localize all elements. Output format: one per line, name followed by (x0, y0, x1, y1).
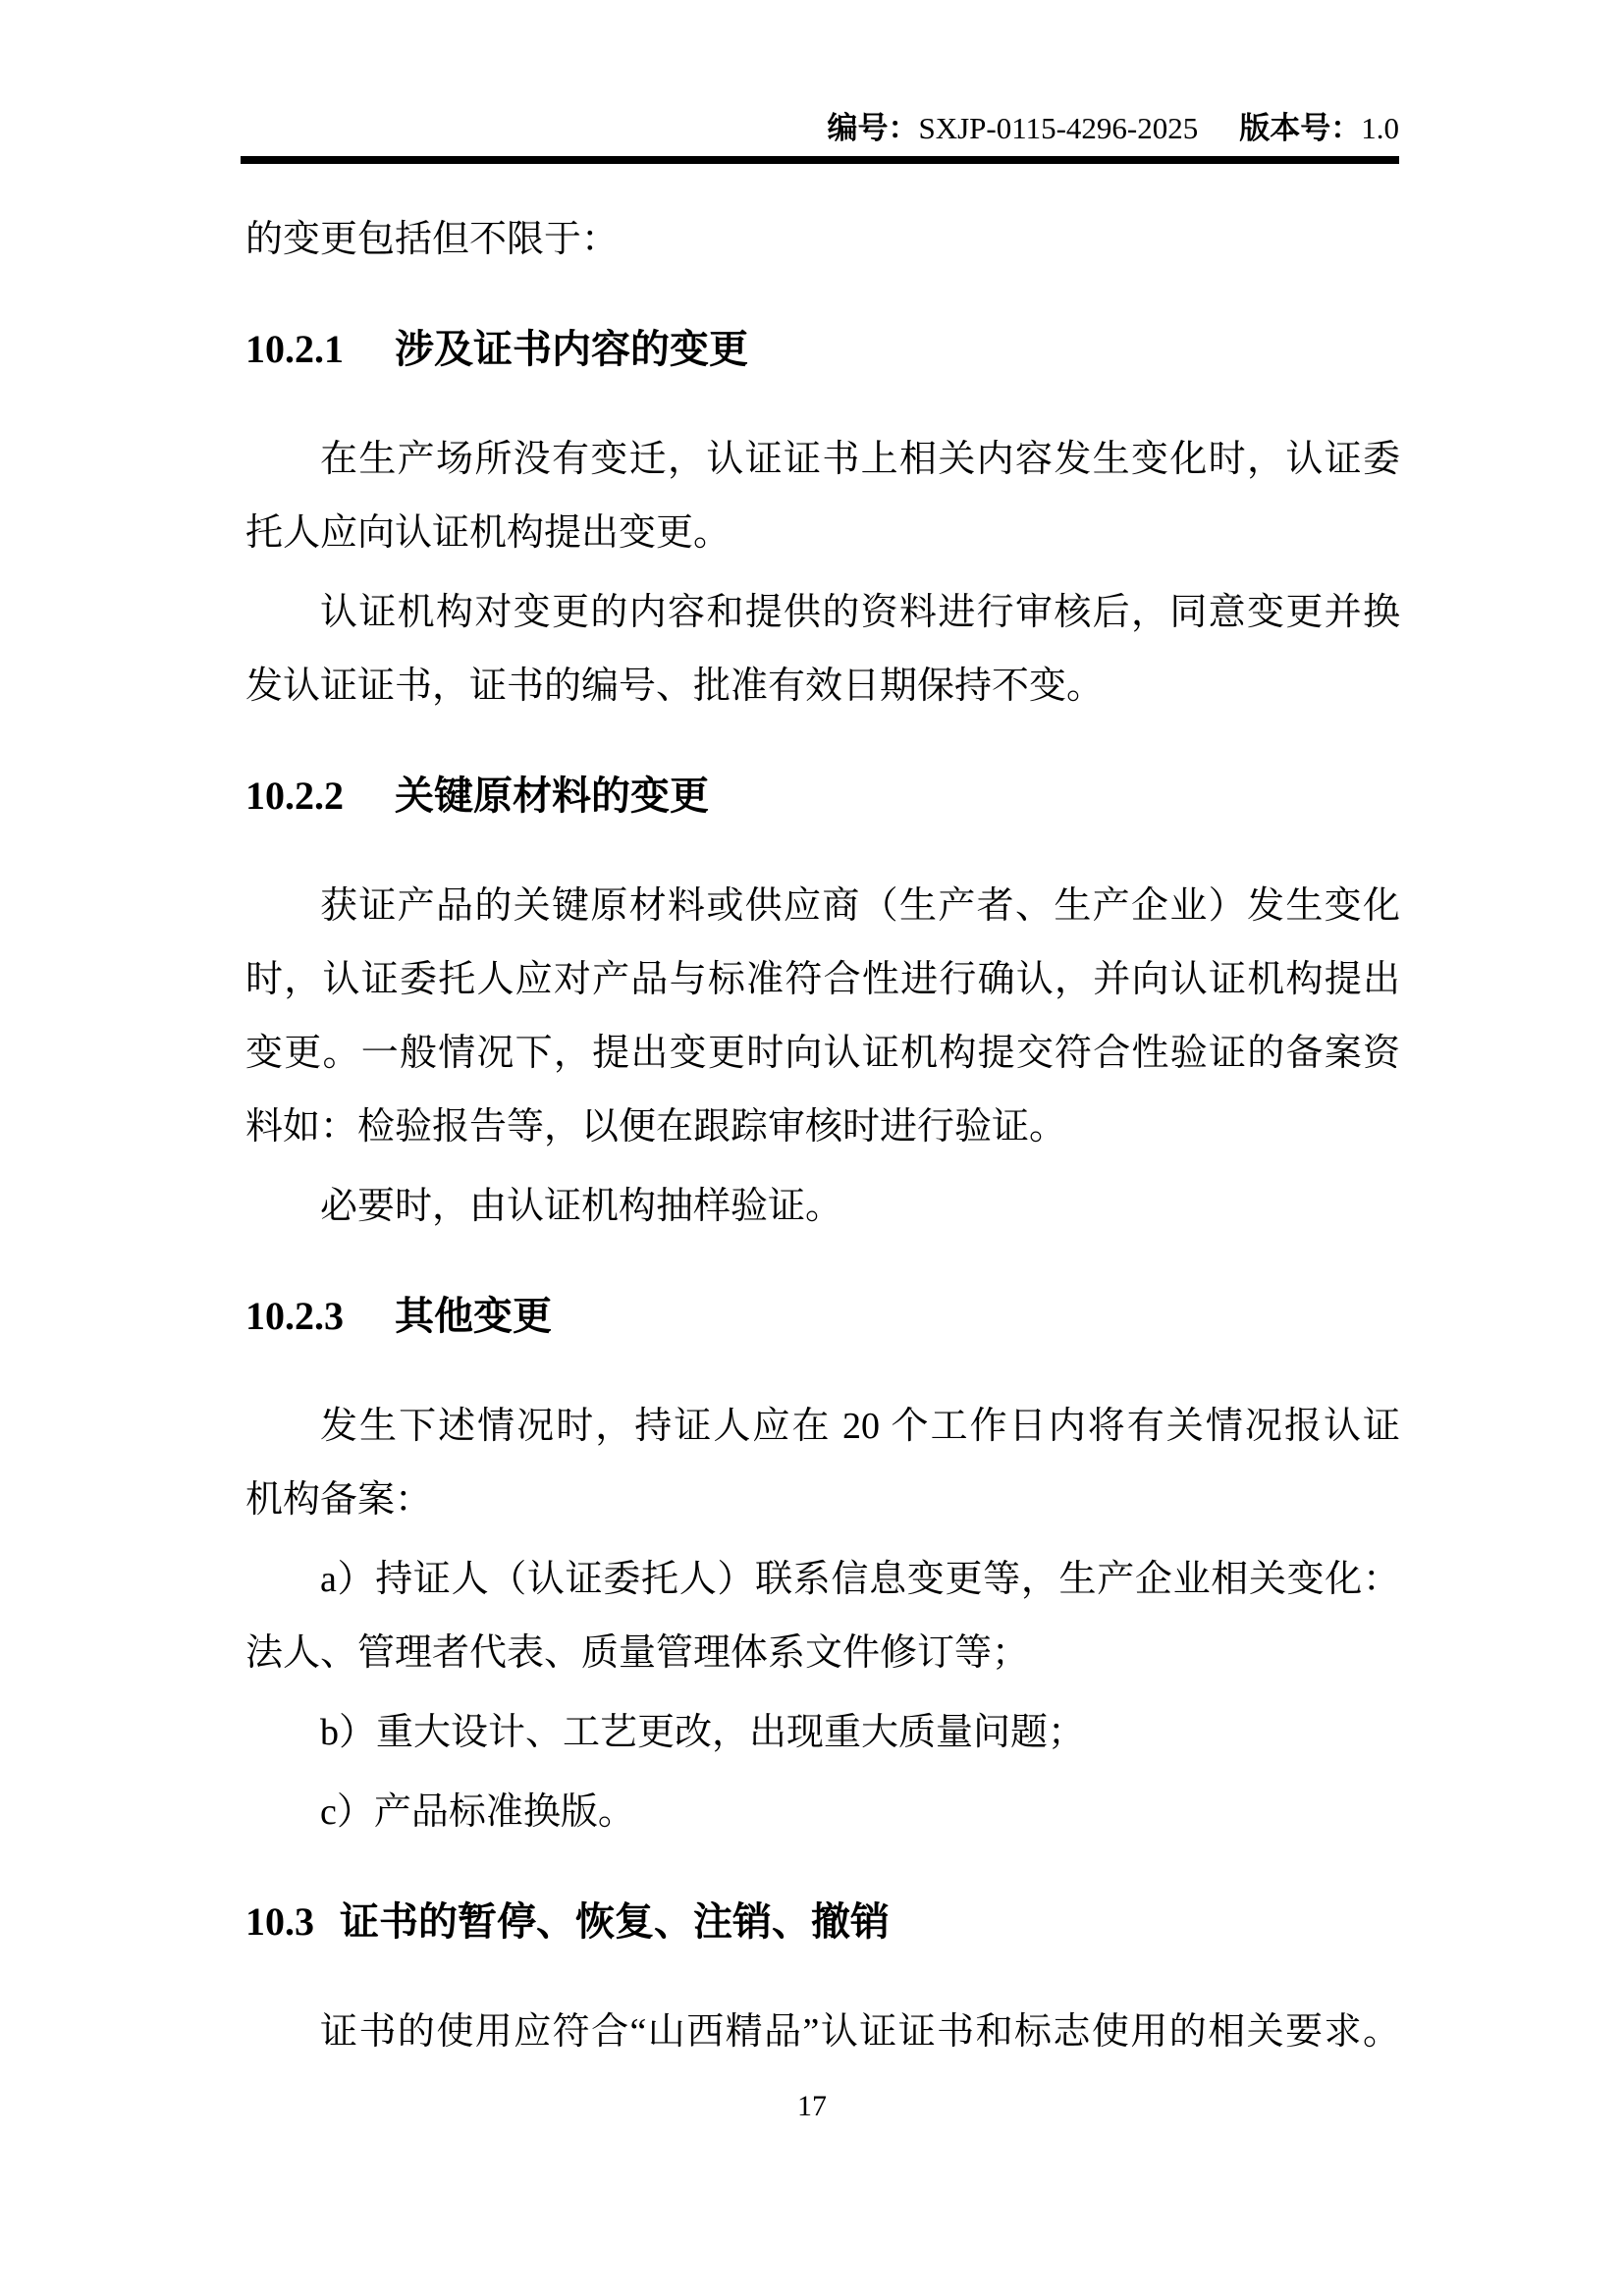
document-content (245, 203, 1400, 2069)
text-line: 发认证证书，证书的编号、批准有效日期保持不变。 (245, 666, 1105, 707)
text-line: 变更。一般情况下，提出变更时向认证机构提交符合性验证的备案资 (245, 1033, 1400, 1074)
text-line: 发生下述情况时，持证人应在 20 个工作日内将有关情况报认证 (320, 1406, 1400, 1447)
text-line: 料如：检验报告等，以便在跟踪审核时进行验证。 (245, 1106, 1067, 1148)
text-line: 机构备案： (245, 1479, 433, 1521)
list-item-a (245, 1543, 1400, 1690)
text-line: 必要时，由认证机构抽样验证。 (320, 1186, 843, 1227)
version-label: 版本号： (1239, 111, 1362, 145)
header-rule (241, 156, 1399, 164)
section-number: 10.2.1 (245, 327, 344, 371)
text-line: 在生产场所没有变迁，认证证书上相关内容发生变化时，认证委 (320, 439, 1400, 480)
page-number: 17 (797, 2090, 827, 2122)
paragraph (245, 1996, 1400, 2069)
text-line: c）产品标准换版。 (320, 1791, 635, 1833)
section-heading-10-2-2 (245, 759, 1400, 832)
paragraph (245, 1390, 1400, 1537)
text-line: 获证产品的关键原材料或供应商（生产者、生产企业）发生变化 (320, 885, 1400, 927)
paragraph (245, 576, 1400, 723)
doc-number-value: SXJP-0115-4296-2025 (918, 111, 1199, 145)
text-line: 时，认证委托人应对产品与标准符合性进行确认，并向认证机构提出 (245, 959, 1400, 1000)
section-title: 关键原材料的变更 (395, 774, 709, 818)
list-item-b (245, 1696, 1400, 1770)
section-number: 10.2.2 (245, 774, 344, 818)
text-line: a）持证人（认证委托人）联系信息变更等，生产企业相关变化： (320, 1559, 1400, 1600)
text-line: 认证机构对变更的内容和提供的资料进行审核后，同意变更并换 (320, 592, 1400, 633)
section-heading-10-2-1 (245, 312, 1400, 386)
paragraph (245, 1170, 1400, 1244)
text-line: 法人、管理者代表、质量管理体系文件修订等； (245, 1632, 1030, 1674)
list-item-c (245, 1776, 1400, 1849)
text-line: 托人应向认证机构提出变更。 (245, 512, 731, 554)
version-value: 1.0 (1361, 111, 1399, 145)
paragraph (245, 870, 1400, 1164)
text-line: 证书的使用应符合“山西精品”认证证书和标志使用的相关要求。 (320, 2011, 1400, 2053)
section-number: 10.3 (245, 1899, 314, 1944)
section-number: 10.2.3 (245, 1294, 344, 1338)
section-title: 其他变更 (395, 1294, 552, 1338)
doc-number-label: 编号： (827, 111, 919, 145)
section-title: 涉及证书内容的变更 (395, 327, 748, 371)
section-heading-10-2-3 (245, 1279, 1400, 1353)
section-heading-10-3 (245, 1885, 1400, 1958)
paragraph (245, 423, 1400, 570)
section-title: 证书的暂停、恢复、注销、撤销 (340, 1899, 890, 1944)
text-line: b）重大设计、工艺更改，出现重大质量问题； (320, 1712, 1086, 1753)
page-header (241, 109, 1399, 148)
intro-paragraph: 的变更包括但不限于： (245, 219, 620, 260)
